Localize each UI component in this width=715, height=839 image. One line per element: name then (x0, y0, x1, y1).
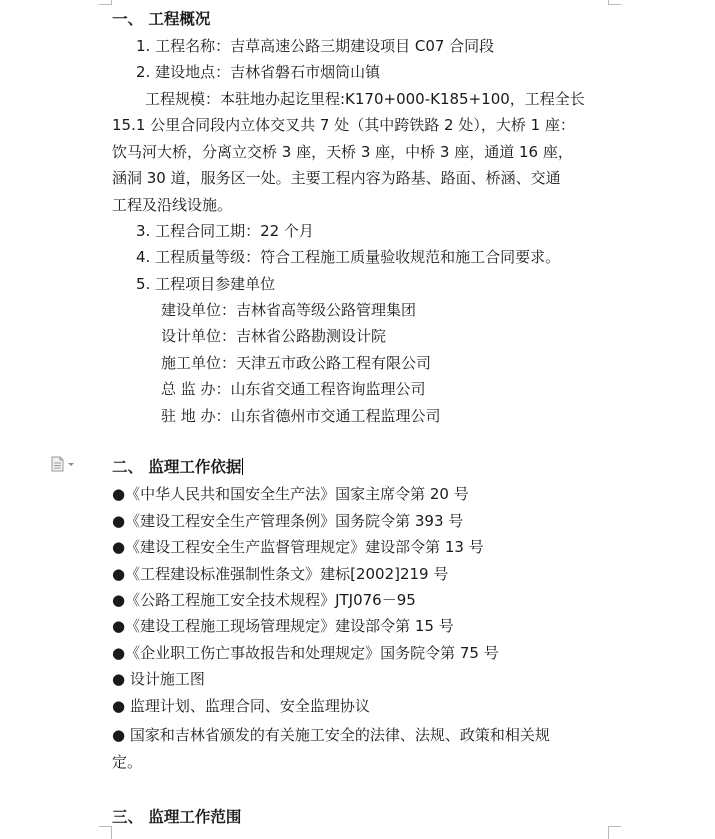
scale-paragraph-line: 15.1 公里合同段内立体交叉共 7 处（其中跨铁路 2 处），大桥 1 座： (112, 116, 575, 134)
scale-paragraph-line: 工程规模：本驻地办起讫里程:K170+000-K185+100，工程全长 (145, 90, 585, 108)
margin-corner-top-left (99, 0, 112, 5)
item-duration: 3. 工程合同工期：22 个月 (136, 222, 314, 240)
basis-list-item: ● 国家和吉林省颁发的有关施工安全的法律、法规、政策和相关规 (112, 726, 550, 744)
text-cursor (242, 458, 243, 475)
basis-list-item: ●《建设工程安全生产管理条例》国务院令第 393 号 (112, 512, 464, 530)
item-project-name: 1. 工程名称：吉草高速公路三期建设项目 C07 合同段 (136, 37, 495, 55)
participant-unit: 总 监 办：山东省交通工程咨询监理公司 (161, 380, 426, 398)
scale-paragraph-line: 工程及沿线设施。 (112, 196, 233, 214)
basis-list-item: ● 监理计划、监理合同、安全监理协议 (112, 697, 370, 715)
participant-unit: 施工单位：天津五市政公路工程有限公司 (161, 354, 432, 372)
section-heading-2 (112, 458, 715, 476)
basis-list-item: ●《建设工程施工现场管理规定》建设部令第 15 号 (112, 617, 454, 635)
basis-list-item: ●《工程建设标准强制性条文》建标[2002]219 号 (112, 565, 449, 583)
basis-list-item: ●《中华人民共和国安全生产法》国家主席令第 20 号 (112, 485, 469, 503)
basis-list-item: ●《建设工程安全生产监督管理规定》建设部令第 13 号 (112, 538, 484, 556)
participant-unit: 驻 地 办：山东省德州市交通工程监理公司 (161, 407, 441, 425)
margin-corner-bottom-left (99, 826, 112, 839)
document-options-icon[interactable] (50, 456, 80, 472)
margin-corner-bottom-right (608, 826, 621, 839)
item-participants: 5. 工程项目参建单位 (136, 275, 276, 293)
basis-list-item: ●《公路工程施工安全技术规程》JTJ076－95 (112, 591, 416, 609)
basis-list-item: ●《企业职工伤亡事故报告和处理规定》国务院令第 75 号 (112, 644, 499, 662)
section-heading-2-text: 二、 监理工作依据 (112, 458, 242, 476)
item-quality: 4. 工程质量等级：符合工程施工质量验收规范和施工合同要求。 (136, 248, 561, 266)
scale-paragraph-line: 饮马河大桥，分离立交桥 3 座，天桥 3 座，中桥 3 座，通道 16 座， (112, 143, 573, 161)
participant-unit: 建设单位：吉林省高等级公路管理集团 (161, 301, 417, 319)
item-location: 2. 建设地点：吉林省磐石市烟筒山镇 (136, 63, 381, 81)
basis-list-item: ● 设计施工图 (112, 670, 205, 688)
section-heading-1: 一、 工程概况 (112, 10, 211, 28)
section-heading-3: 三、 监理工作范围 (112, 808, 242, 826)
participant-unit: 设计单位：吉林省公路勘测设计院 (161, 327, 387, 345)
scale-paragraph-line: 涵洞 30 道，服务区一处。主要工程内容为路基、路面、桥涵、交通 (112, 169, 561, 187)
margin-corner-top-right (608, 0, 621, 5)
basis-list-item-continuation: 定。 (112, 753, 143, 771)
